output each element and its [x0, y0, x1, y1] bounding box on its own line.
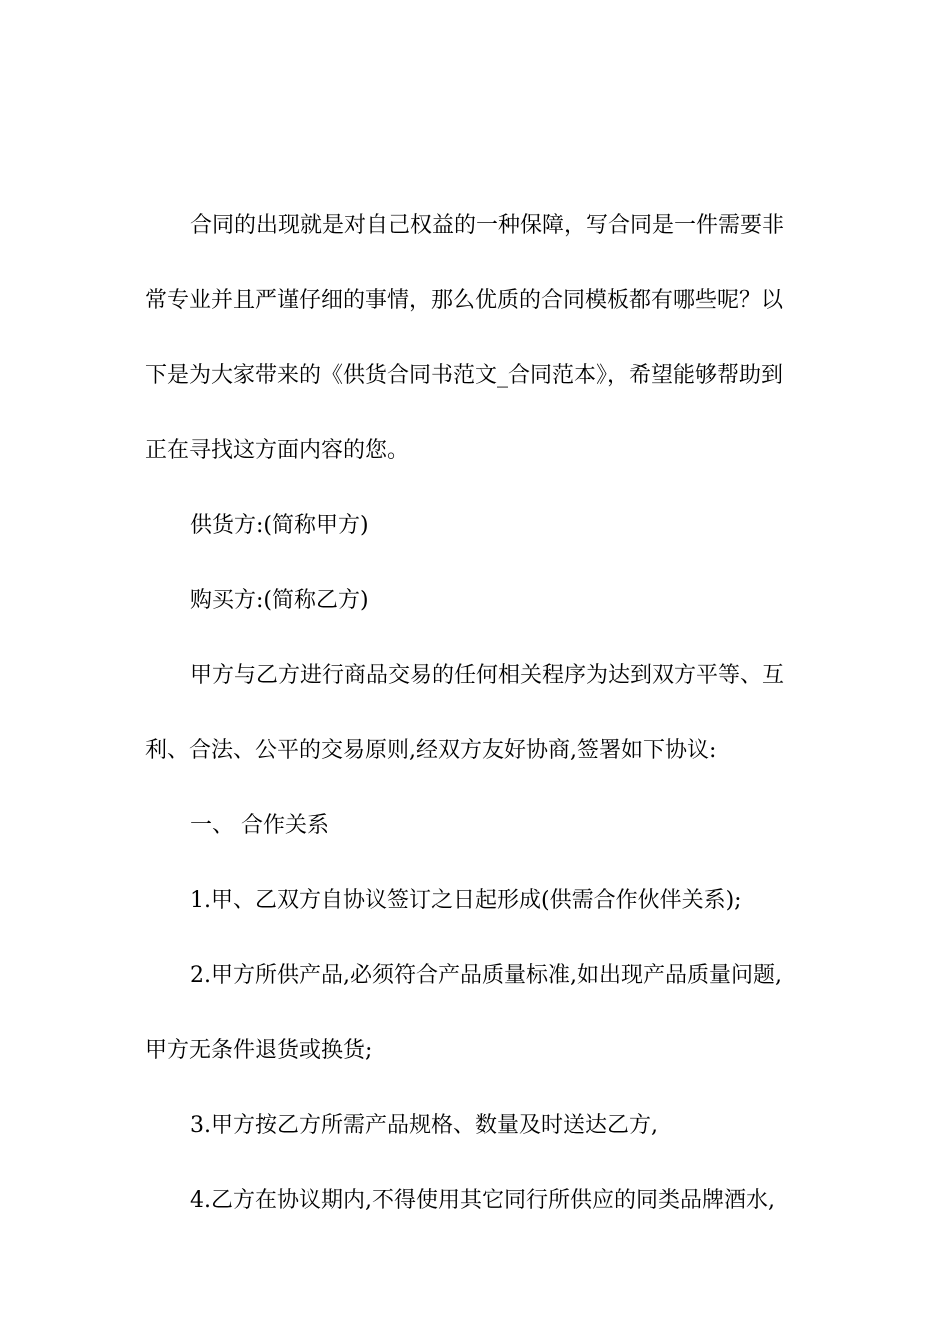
clause-4: 4.乙方在协议期内,不得使用其它同行所供应的同类品牌酒水,: [190, 1188, 775, 1213]
intro-line-4: 正在寻找这方面内容的您。: [145, 438, 410, 463]
intro-line-3: 下是为大家带来的《供货合同书范文_合同范本》，希望能够帮助到: [145, 363, 784, 388]
clause-2-line-1: 2.甲方所供产品,必须符合产品质量标准,如出现产品质量问题,: [190, 963, 782, 988]
supplier-line: 供货方:(简称甲方): [190, 513, 369, 538]
intro-line-1: 合同的出现就是对自己权益的一种保障，写合同是一件需要非: [190, 213, 785, 238]
preamble-line-1: 甲方与乙方进行商品交易的任何相关程序为达到双方平等、互: [190, 663, 785, 688]
buyer-line: 购买方:(简称乙方): [190, 588, 369, 613]
intro-line-2: 常专业并且严谨仔细的事情，那么优质的合同模板都有哪些呢？以: [145, 288, 784, 313]
clause-3: 3.甲方按乙方所需产品规格、数量及时送达乙方,: [190, 1113, 658, 1138]
preamble-line-2: 利、合法、公平的交易原则,经双方友好协商,签署如下协议:: [145, 738, 717, 763]
clause-2-line-2: 甲方无条件退货或换货;: [145, 1038, 373, 1063]
clause-1: 1.甲、乙双方自协议签订之日起形成(供需合作伙伴关系);: [190, 888, 742, 913]
section-heading: 一、 合作关系: [190, 813, 329, 838]
